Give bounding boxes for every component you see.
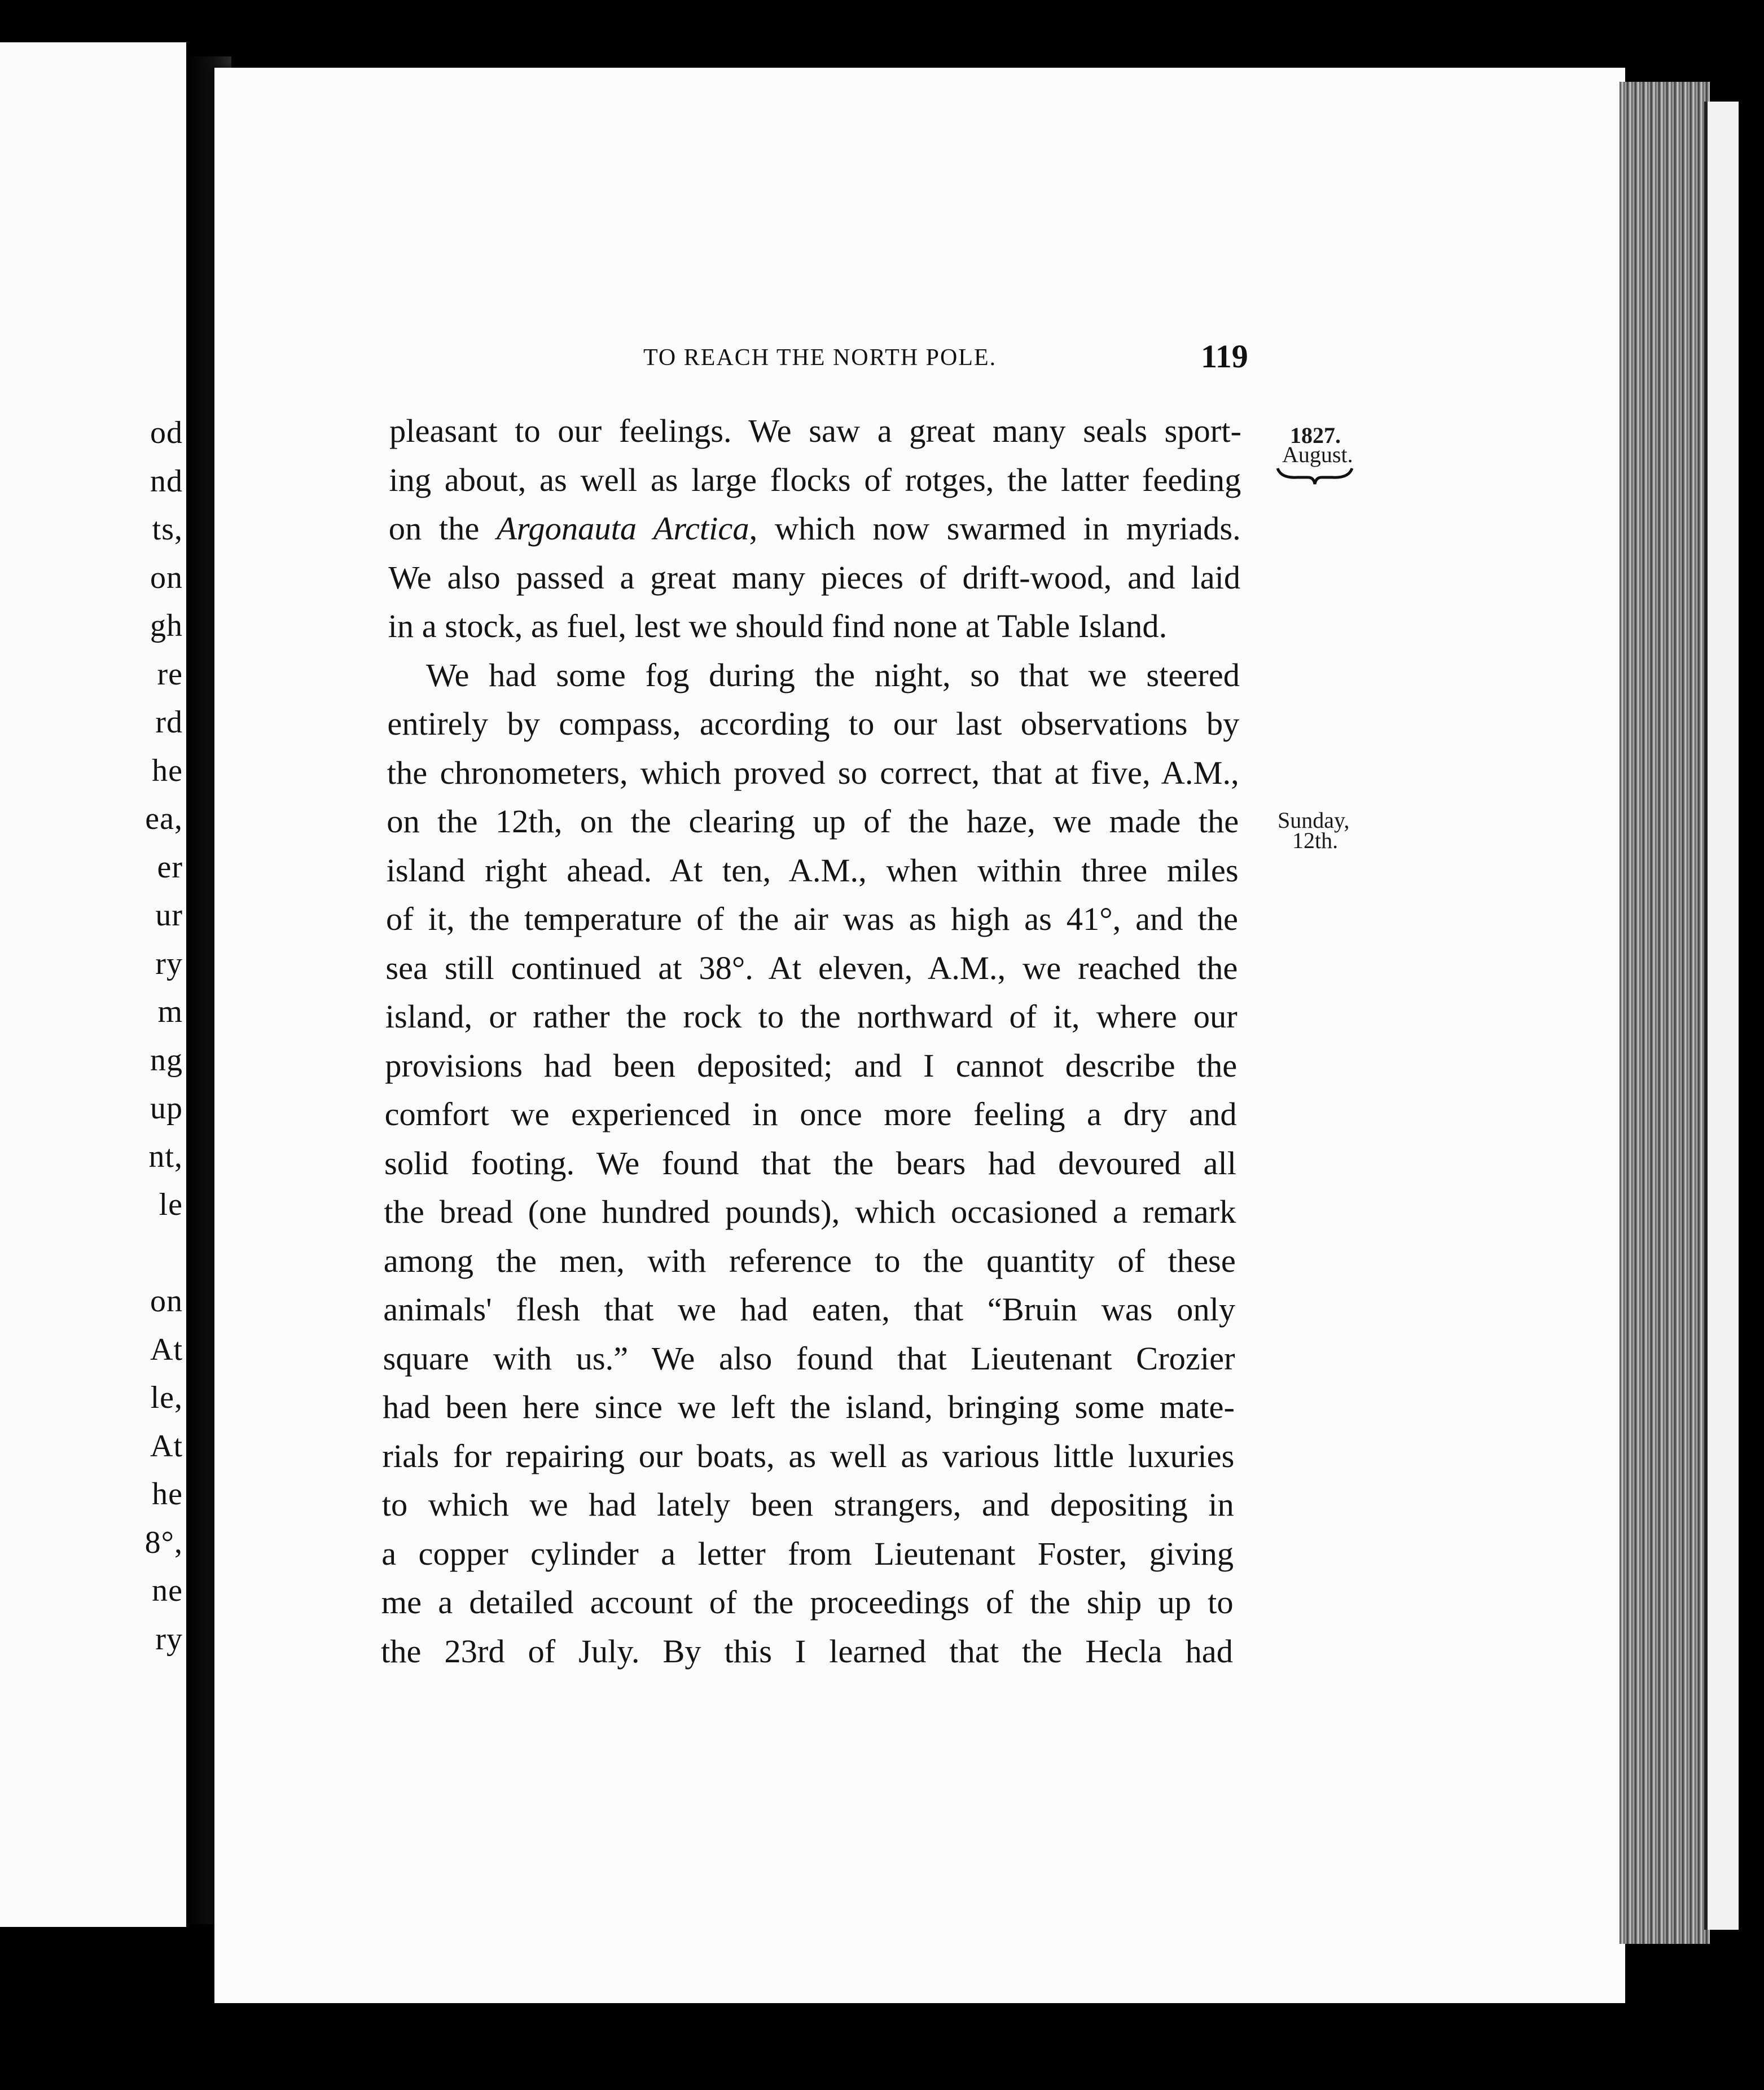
left-page-fragment: he — [152, 1477, 183, 1512]
left-page-fragment: on — [150, 560, 183, 595]
facing-left-page — [0, 42, 186, 1927]
curly-brace-icon — [1275, 466, 1354, 486]
body-line: solid footing. We found that the bears had devoured all — [384, 1144, 1236, 1182]
left-page-fragment: ur — [155, 898, 183, 933]
body-line: on the Argonauta Arctica, which now swarmed in myriads. — [388, 510, 1241, 547]
body-line: the 23rd of July. By this I learned that the Hecla had — [381, 1632, 1233, 1670]
left-page-fragment: nd — [150, 463, 183, 499]
book-cover-edge — [1704, 102, 1739, 1930]
body-line: island right ahead. At ten, A.M., when within three miles — [386, 851, 1239, 889]
left-page-fragment: m — [157, 994, 183, 1029]
left-page-fragment: he — [152, 753, 183, 788]
body-line: We also passed a great many pieces of drift-wood, and laid — [388, 559, 1241, 596]
body-line: sea still continued at 38°. At eleven, A.M., we reached the — [385, 949, 1238, 986]
left-page-fragment: ry — [155, 946, 183, 981]
left-page-fragment: nt, — [148, 1139, 183, 1174]
left-page-fragment: At — [150, 1332, 183, 1367]
body-line: to which we had lately been strangers, and depositing in — [381, 1486, 1234, 1523]
body-line: among the men, with reference to the quantity of these — [383, 1242, 1236, 1279]
body-line: pleasant to our feelings. We saw a great many seals sport- — [389, 412, 1241, 449]
left-page-fragment: er — [157, 849, 183, 885]
margin-note-year: 1827. — [1290, 423, 1341, 448]
left-page-fragment: 8°, — [144, 1525, 183, 1560]
page-number: 119 — [1201, 338, 1248, 375]
left-page-fragment: up — [150, 1091, 183, 1126]
margin-note-date: 12th. — [1292, 828, 1339, 853]
left-page-fragment: le, — [150, 1380, 183, 1415]
body-line: animals' flesh that we had eaten, that “Bruin was only — [383, 1291, 1236, 1328]
page-block-edge — [1620, 82, 1710, 1944]
left-page-fragment: rd — [155, 705, 183, 740]
body-line: square with us.” We also found that Lieutenant Crozier — [383, 1340, 1235, 1377]
left-page-fragment: le — [159, 1187, 183, 1222]
left-page-fragment: ry — [155, 1621, 183, 1657]
left-page-fragment: od — [150, 415, 183, 450]
body-line: provisions had been deposited; and I cannot describe the — [385, 1047, 1238, 1084]
margin-note-month: August. — [1282, 442, 1353, 467]
left-page-fragment: ea, — [145, 801, 183, 836]
body-line: ing about, as well as large flocks of rotges, the latter feeding — [389, 461, 1241, 498]
body-line: me a detailed account of the proceedings of the ship up to — [381, 1584, 1234, 1621]
body-line: on the 12th, on the clearing up of the haze, we made the — [387, 803, 1239, 840]
body-line: entirely by compass, according to our last observations by — [387, 705, 1240, 742]
body-line: comfort we experienced in once more feeling a dry and — [384, 1096, 1237, 1132]
body-line: island, or rather the rock to the northward of it, where our — [385, 998, 1238, 1035]
left-page-fragment: At — [150, 1428, 183, 1464]
left-page-fragment: ng — [150, 1042, 183, 1078]
running-head: TO REACH THE NORTH POLE. — [643, 345, 997, 371]
left-page-fragment: gh — [150, 608, 183, 643]
left-page-fragment: on — [150, 1284, 183, 1319]
body-line: had been here since we left the island, bringing some mate- — [383, 1389, 1235, 1425]
left-page-fragment: re — [157, 656, 183, 692]
body-line: the chronometers, which proved so correct, that at five, A.M., — [387, 754, 1239, 791]
body-line: rials for repairing our boats, as well as various little luxuries — [382, 1437, 1235, 1474]
margin-note-day: Sunday, — [1278, 807, 1350, 833]
body-line: the bread (one hundred pounds), which occasioned a remark — [384, 1193, 1236, 1230]
left-page-fragment: ts, — [152, 512, 183, 547]
species-name: Argonauta Arctica — [496, 510, 749, 547]
body-line: We had some fog during the night, so that we steered — [426, 656, 1240, 693]
body-line: of it, the temperature of the air was as high as 41°, and the — [386, 901, 1238, 937]
body-line: in a stock, as fuel, lest we should find none at Table Island. — [388, 608, 1168, 644]
left-page-fragment: ne — [152, 1573, 183, 1608]
body-line: a copper cylinder a letter from Lieutenant Foster, giving — [381, 1535, 1234, 1572]
